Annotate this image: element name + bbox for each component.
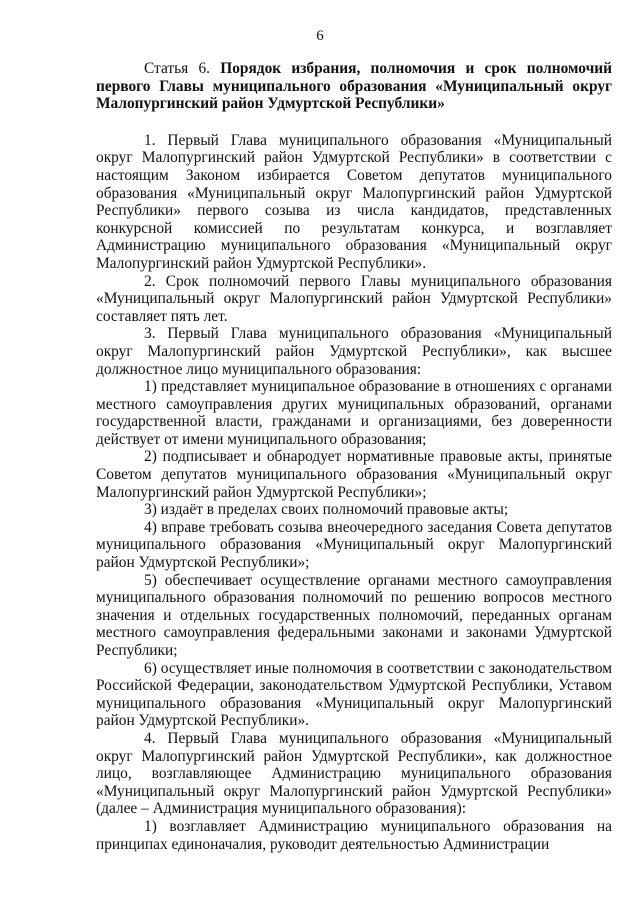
list-item: 5) обеспечивает осуществление органами местного самоуправления муниципального образования полномочий по решению вопросов местного значения и отдельных государственных полномочий, переданных органам местного самоуправления федеральными законами и законами Удмуртской Республики; <box>96 571 612 659</box>
article-title: Порядок избрания, полномочия и срок полномочий первого Главы муниципального образования «Муниципальный округ Малопургинский район Удмуртской Республики» <box>96 60 612 113</box>
document-body <box>96 60 612 853</box>
paragraph: 2. Срок полномочий первого Главы муниципального образования «Муниципальный округ Малопургинский район Удмуртской Республики» составляет пять лет. <box>96 272 612 325</box>
paragraph: 4. Первый Глава муниципального образования «Муниципальный округ Малопургинский район Удмуртской Республики», как должностное лицо, возглавляющее Администрацию муниципального образования «Муниципальный округ Малопургинский район Удмуртской Республики» (далее – Администрация муниципального образования): <box>96 729 612 818</box>
list-item: 1) возглавляет Администрацию муниципального образования на принципах единоначалия, руководит деятельностью Администрации <box>96 817 612 853</box>
list-item: 4) вправе требовать созыва внеочередного заседания Совета депутатов муниципального образования «Муниципальный округ Малопургинский район Удмуртской Республики»; <box>96 518 612 572</box>
list-item: 2) подписывает и обнародует нормативные правовые акты, принятые Советом депутатов муниципального образования «Муниципальный округ Малопургинский район Удмуртской Республики»; <box>96 448 612 501</box>
page-number: 6 <box>316 28 324 44</box>
paragraph: 1. Первый Глава муниципального образования «Муниципальный округ Малопургинский район Удмуртской Республики» в соответствии с настоящим Законом избирается Советом депутатов муниципального образования «Муниципальный округ Малопургинский район Удмуртской Республики» первого созыва из числа кандидатов, представленных конкурсной комиссией по результатам конкурса, и возглавляет Администрацию муниципального образования «Муниципальный округ Малопургинский район Удмуртской Республики». <box>96 131 612 272</box>
paragraph: 3. Первый Глава муниципального образования «Муниципальный округ Малопургинский район Удмуртской Республики», как высшее должностное лицо муниципального образования: <box>96 325 612 378</box>
list-item: 1) представляет муниципальное образование в отношениях с органами местного самоуправления других муниципальных образований, органами государственной власти, гражданами и организациями, без доверенности действует от имени муниципального образования; <box>96 378 612 448</box>
list-item: 6) осуществляет иные полномочия в соответствии с законодательством Российской Федерации, законодательством Удмуртской Республики, Уставом муниципального образования «Муниципальный округ Малопургинский район Удмуртской Республики». <box>96 659 612 730</box>
article-label: Статья 6. <box>144 60 211 77</box>
article-heading <box>96 60 612 113</box>
list-item: 3) издаёт в пределах своих полномочий правовые акты; <box>144 501 509 519</box>
